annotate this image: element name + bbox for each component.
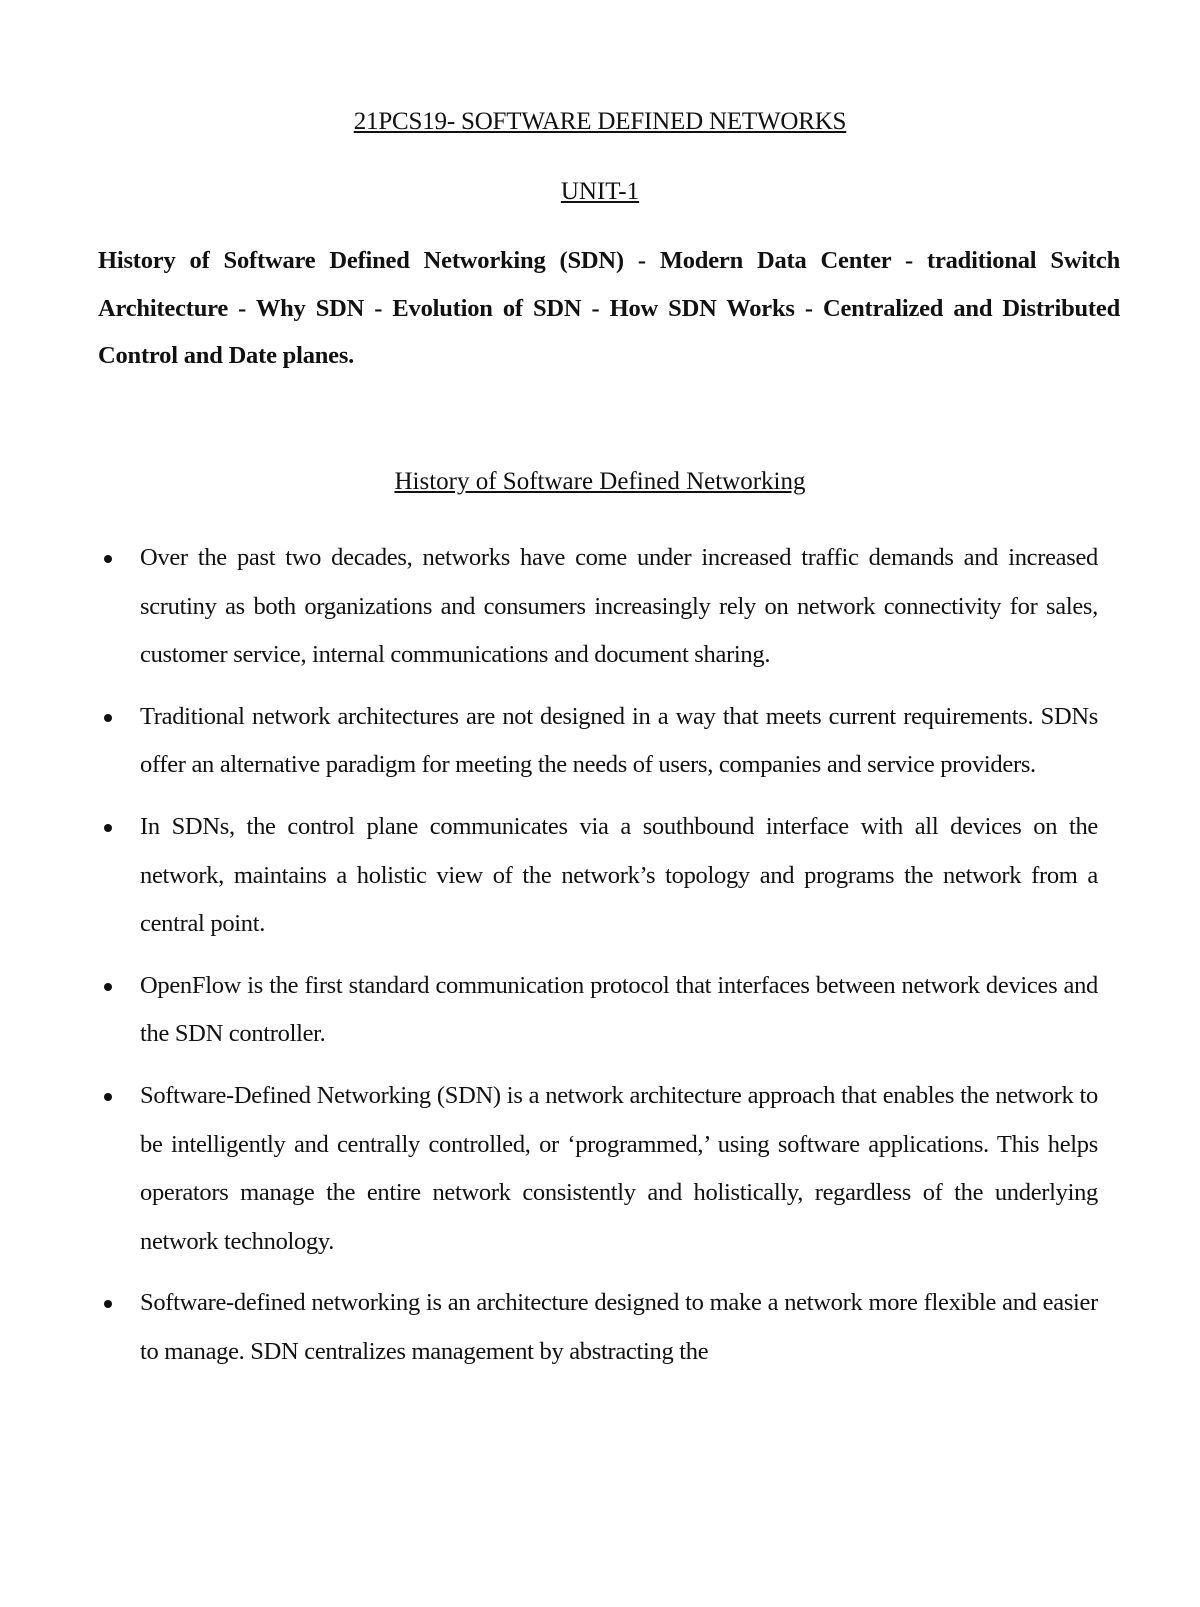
bullet-text: Traditional network architectures are not designed in a way that meets current requirements. SDNs offer an alternative paradigm for meeting the needs of users, companies and service providers. xyxy=(140,702,1098,779)
bullet-list xyxy=(0,534,1200,1390)
list-item xyxy=(0,962,1200,1059)
bullet-icon xyxy=(104,555,112,563)
syllabus-topics: History of Software Defined Networking (SDN) - Modern Data Center - traditional Switch Architecture - Why SDN - Evolution of SDN - How SDN Works - Centralized and Distributed Control and Date planes. xyxy=(98,247,1120,369)
bullet-icon xyxy=(104,714,112,722)
section-title: History of Software Defined Networking xyxy=(394,468,806,495)
course-title: 21PCS19- SOFTWARE DEFINED NETWORKS xyxy=(353,108,847,135)
bullet-text: Over the past two decades, networks have come under increased traffic demands and increased scrutiny as both organizations and consumers increasingly rely on network connectivity for sales, customer service, internal communications and document sharing. xyxy=(140,544,1098,669)
bullet-icon xyxy=(104,983,112,991)
bullet-icon xyxy=(104,1093,112,1101)
list-item xyxy=(0,1279,1200,1376)
list-item xyxy=(0,534,1200,680)
bullet-text: In SDNs, the control plane communicates via a southbound interface with all devices on the network, maintains a holistic view of the network’s topology and programs the network from a central point. xyxy=(140,812,1098,938)
bullet-text: Software-defined networking is an architecture designed to make a network more flexible and easier to manage. SDN centralizes management by abstracting the xyxy=(140,1289,1098,1365)
bullet-icon xyxy=(104,824,112,832)
unit-title: UNIT-1 xyxy=(560,178,640,205)
bullet-text: OpenFlow is the first standard communication protocol that interfaces between network devices and the SDN controller. xyxy=(140,971,1098,1048)
bullet-text: Software-Defined Networking (SDN) is a network architecture approach that enables the network to be intelligently and centrally controlled, or ‘programmed,’ using software applications. This helps operators manage the entire network consistently and holistically, regardless of the underlying network technology. xyxy=(140,1081,1098,1255)
list-item xyxy=(0,803,1200,949)
list-item xyxy=(0,693,1200,790)
list-item xyxy=(0,1072,1200,1266)
bullet-icon xyxy=(104,1300,112,1308)
